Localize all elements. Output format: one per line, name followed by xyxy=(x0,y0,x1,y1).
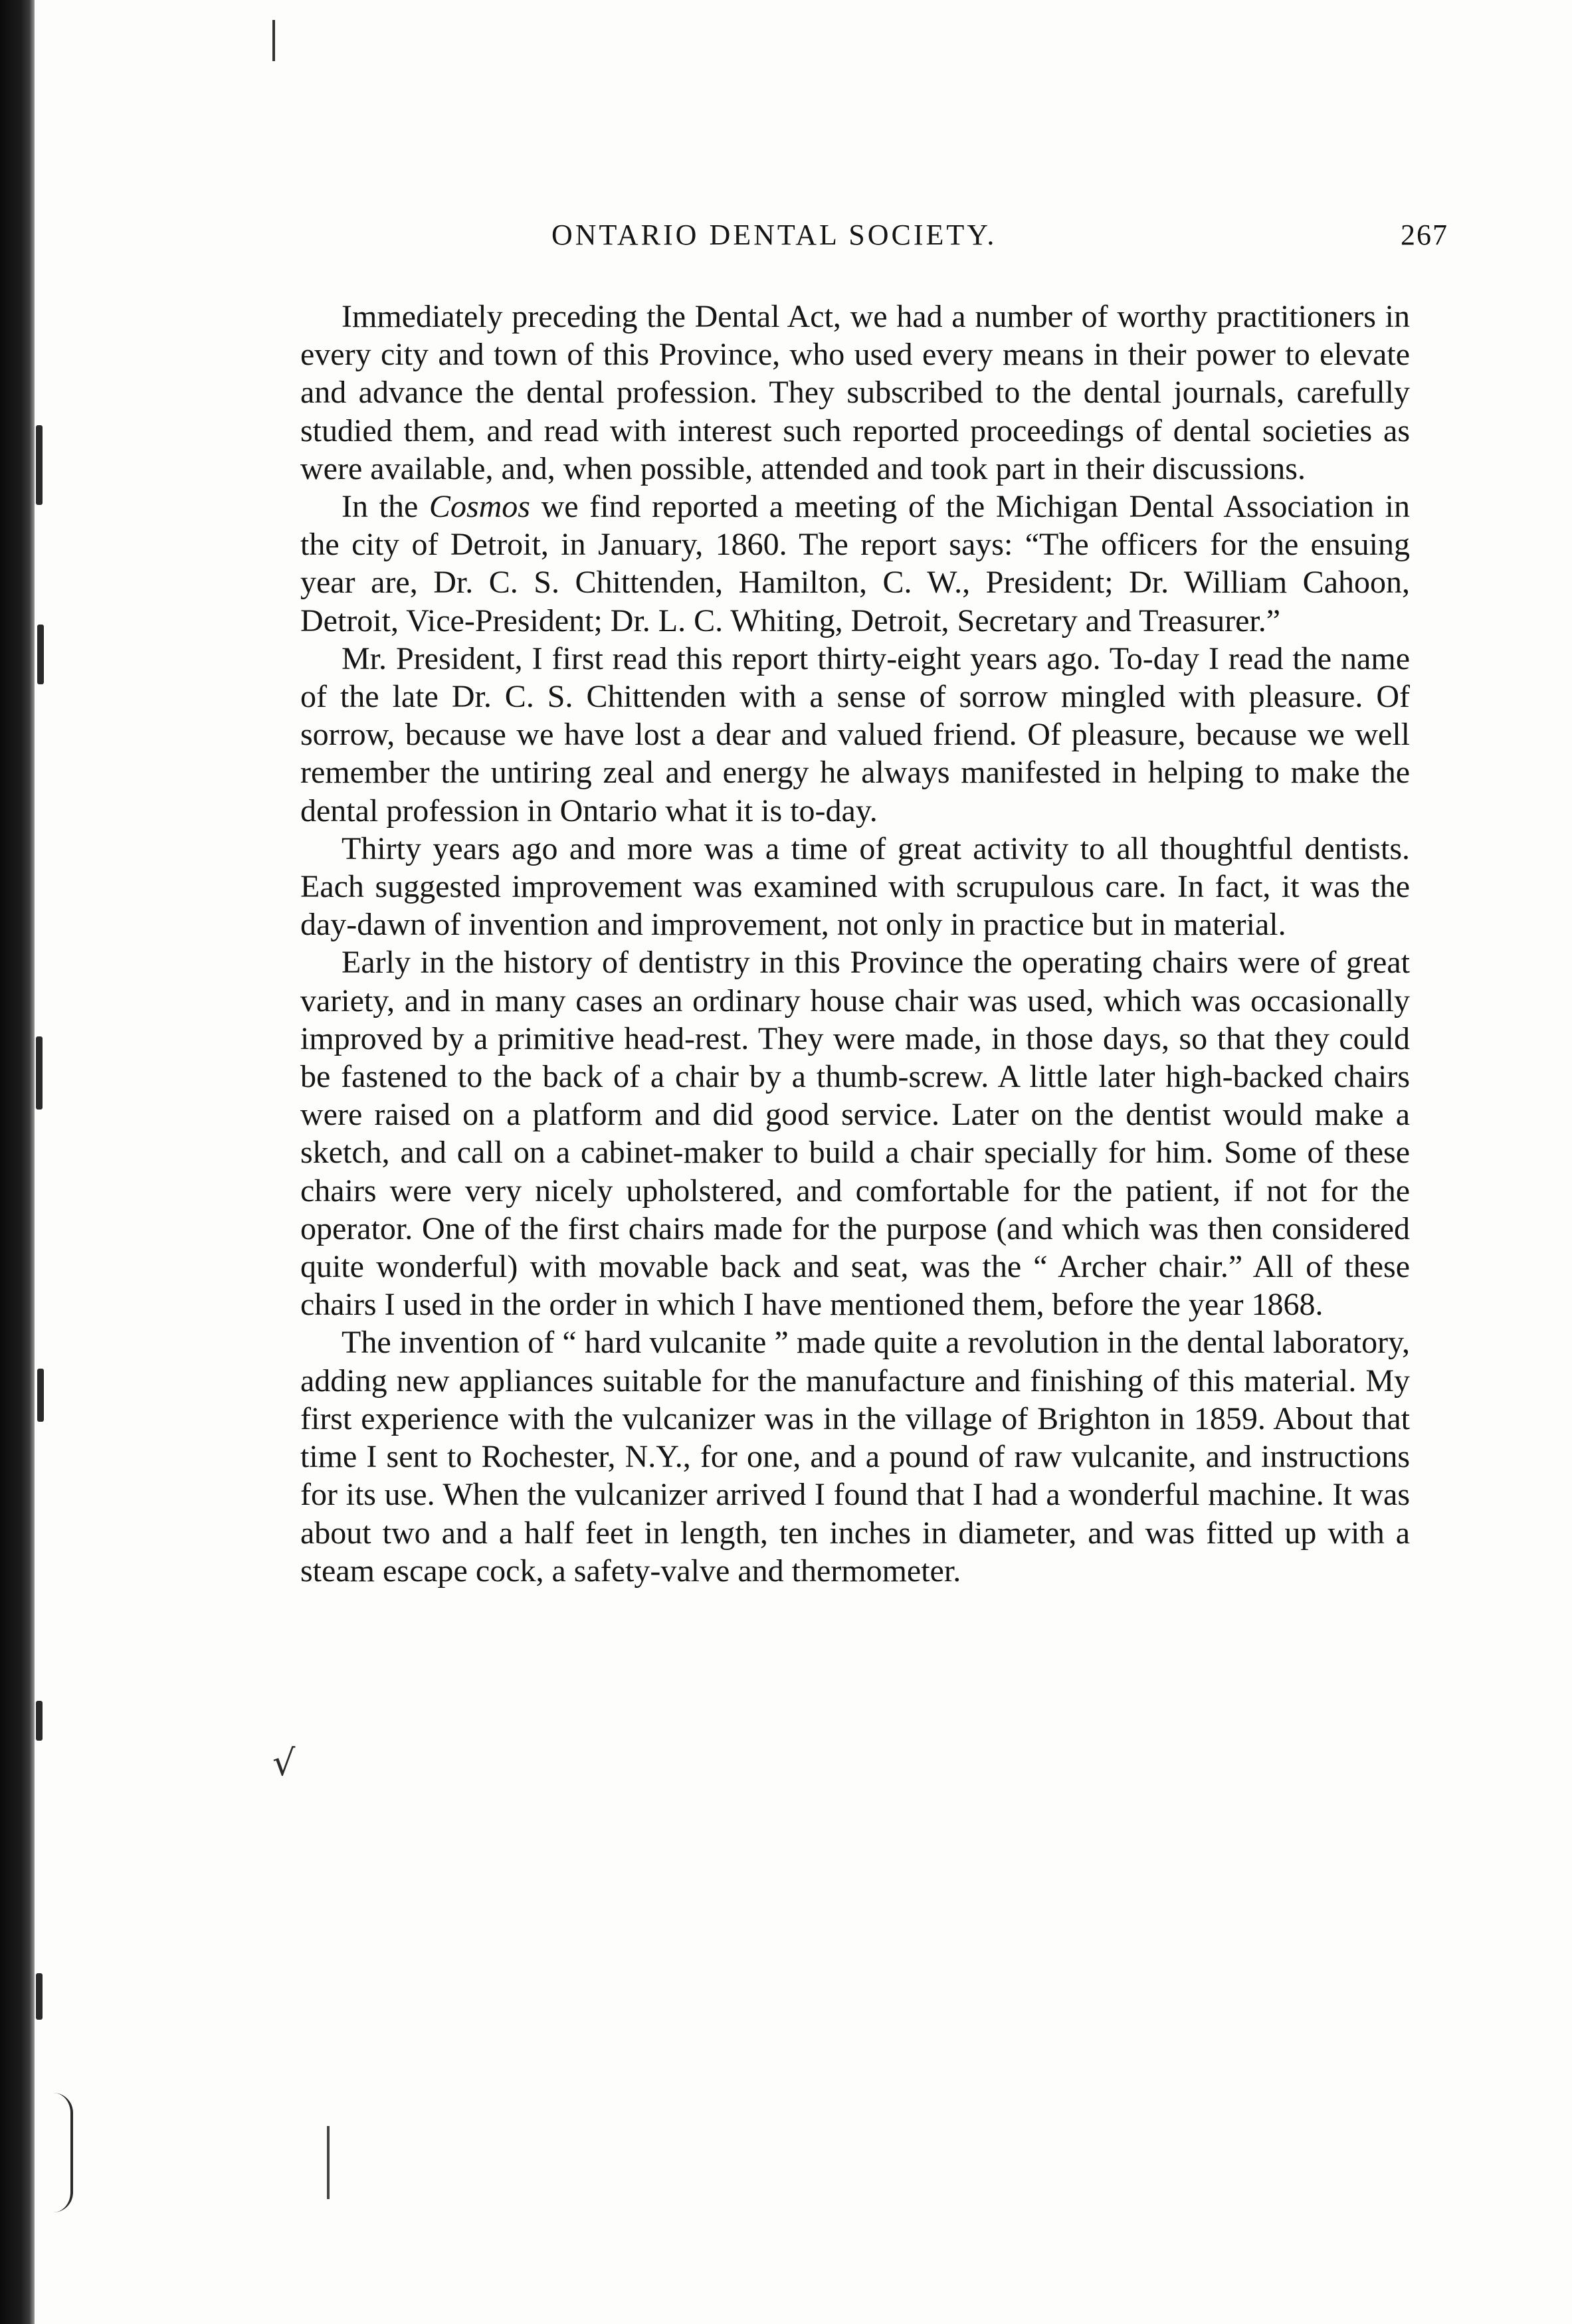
page-header xyxy=(551,218,1448,264)
paragraph-text: The invention of “ hard vulcanite ” made quite a revolution in the dental laboratory, adding new appliances suitable for the manufacture and finishing of this material. My first experience with the vulcanizer was in the village of Brighton in 1859. About that time I sent to Rochester, N.Y., for one, and a pound of raw vulcanite, and instructions for its use. When the vulcanizer arrived I found that I had a wonderful machine. It was about two and a half feet in length, ten inches in diameter, and was fitted up with a steam escape cock, a safety-valve and thermometer. xyxy=(300,1325,1410,1589)
scan-artifact-dots xyxy=(327,2126,330,2199)
paragraph xyxy=(300,943,1410,1323)
binding-speck xyxy=(37,1369,44,1422)
paragraph-text: In the xyxy=(342,489,429,525)
paragraph-text: we find reported a meeting of the Michigan Dental Association in the city of Detroit, in January, 1860. The report says: “The officers for the ensuing year are, Dr. C. S. Chittenden, Hamilton, C. W., President; Dr. William Cahoon, Detroit, Vice-President; Dr. L. C. Whiting, Detroit, Secretary and Treasurer.” xyxy=(300,489,1411,638)
binding-speck xyxy=(36,425,43,505)
page-curl-mark xyxy=(53,2093,73,2212)
paragraph xyxy=(300,1323,1410,1589)
paragraph xyxy=(300,640,1410,830)
scan-artifact-mark xyxy=(272,20,275,61)
binding-speck xyxy=(37,625,44,684)
paragraph-text: Early in the history of dentistry in this Province the operating chairs were of great variety, and in many cases an ordinary house chair was used, which was occasionally improved by a primitive head-rest. They were made, in those days, so that they could be fastened to the back of a chair by a thumb-screw. A little later high-backed chairs were raised on a platform and did good service. Later on the dentist would make a sketch, and call on a cabinet-maker to build a chair specially for him. Some of these chairs were very nicely upholstered, and comfortable for the patient, if not for the operator. One of the first chairs made for the purpose (and which was then considered quite wonderful) with movable back and seat, was the “ Archer chair.” All of these chairs I used in the order in which I have mentioned them, before the year 1868. xyxy=(300,945,1410,1323)
paragraph xyxy=(300,298,1410,488)
book-binding-edge xyxy=(0,0,35,2324)
margin-check-mark: √ xyxy=(272,1742,296,1784)
page-number: 267 xyxy=(1401,219,1448,251)
paragraph xyxy=(300,488,1410,640)
body-text xyxy=(300,298,1410,1590)
running-title: ONTARIO DENTAL SOCIETY. xyxy=(551,219,997,251)
paragraph-text: Thirty years ago and more was a time of great activity to all thoughtful dentists. Each suggested improvement was examined with scrupulous care. In fact, it was the day-dawn of invention and improvement, not only in practice but in material. xyxy=(300,830,1410,943)
paragraph xyxy=(300,830,1410,944)
binding-speck xyxy=(36,1701,43,1741)
binding-speck xyxy=(36,1973,43,2020)
italic-text: Cosmos xyxy=(429,489,530,525)
paragraph-text: Immediately preceding the Dental Act, we had a number of worthy practitioners in every city and town of this Province, who used every means in their power to elevate and advance the dental profession. They subscribed to the dental journals, carefully studied them, and read with interest such reported proceedings of dental societies as were available, and, when possible, attended and took part in their discussions. xyxy=(300,299,1410,486)
paragraph-text: Mr. President, I first read this report thirty-eight years ago. To-day I read the name of the late Dr. C. S. Chittenden with a sense of sorrow mingled with pleasure. Of sorrow, because we have lost a dear and valued friend. Of pleasure, because we well remember the untiring zeal and energy he always manifested in helping to make the dental profession in Ontario what it is to-day. xyxy=(300,640,1410,828)
binding-speck xyxy=(36,1036,43,1110)
